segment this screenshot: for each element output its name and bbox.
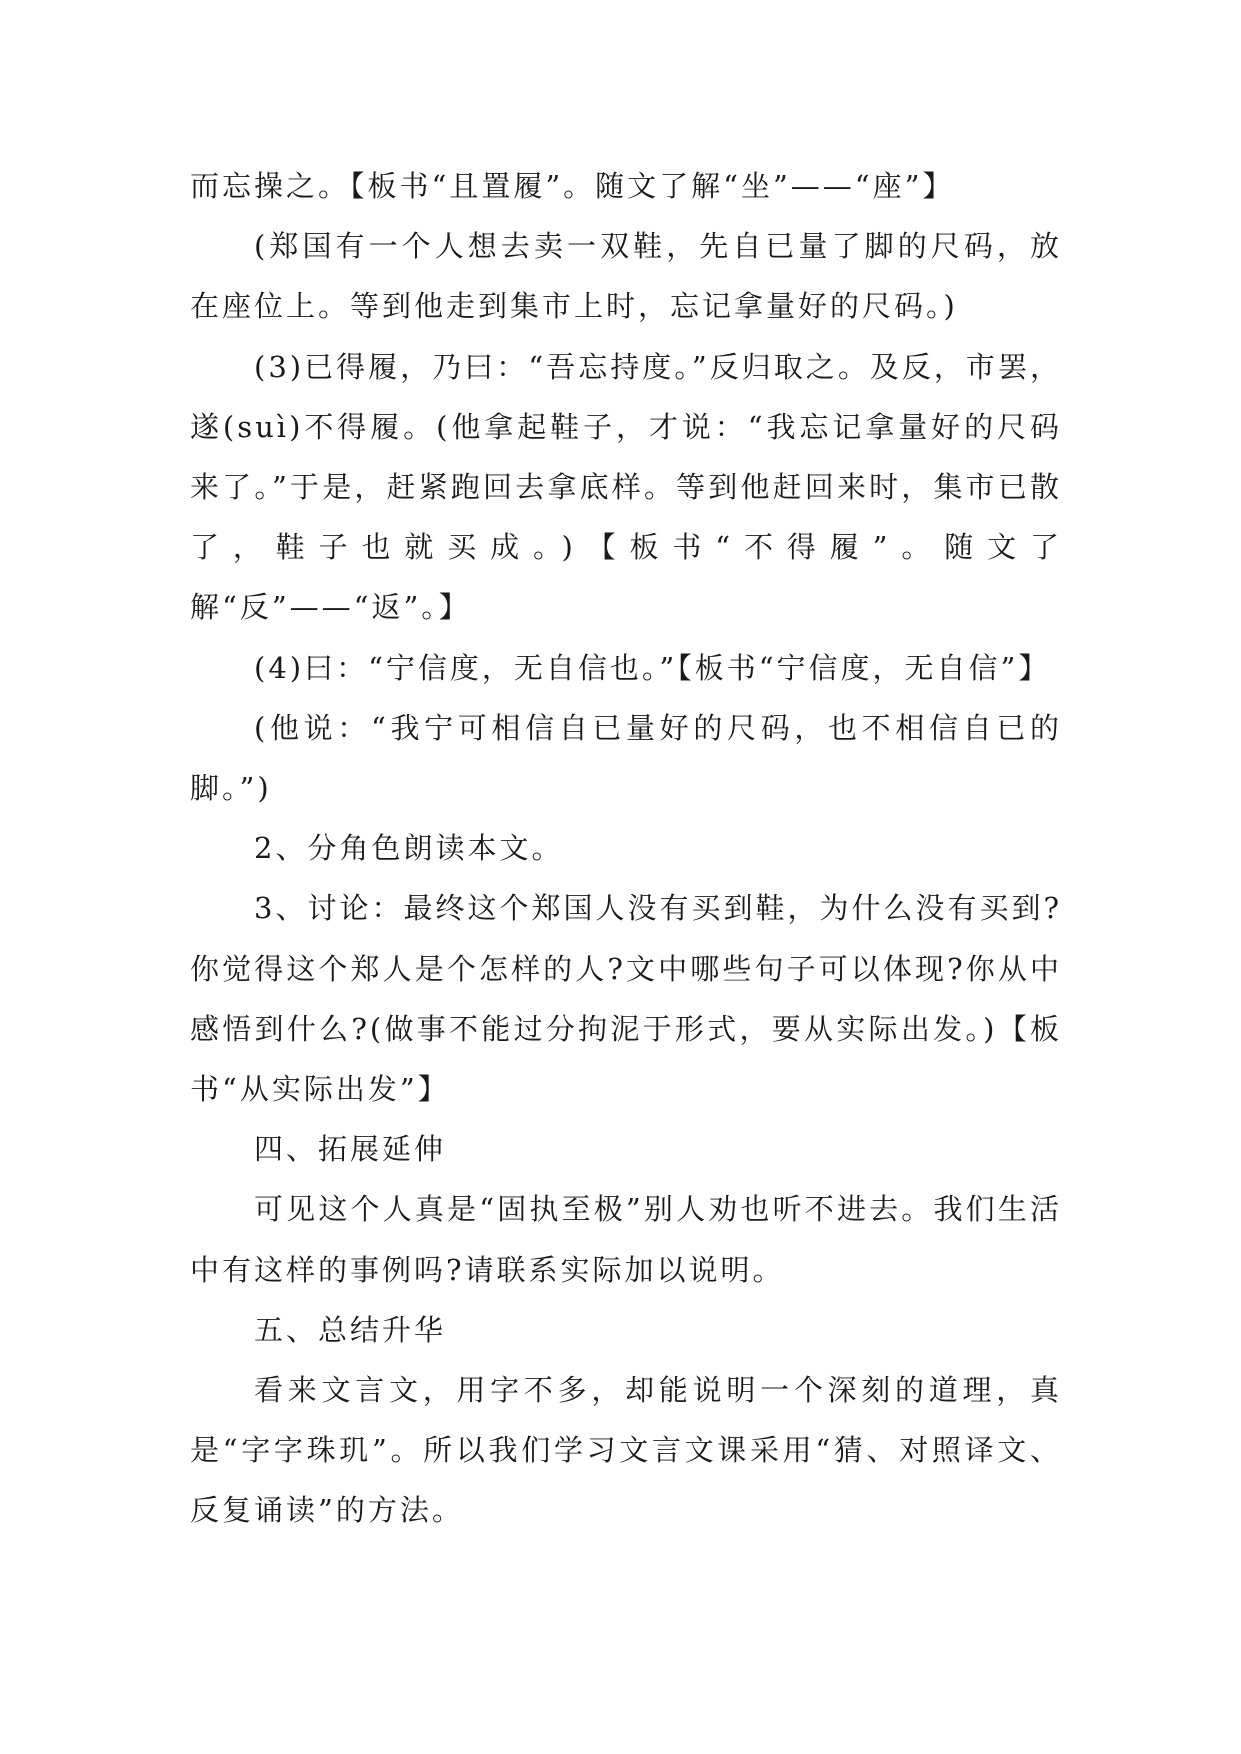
- document-body: [190, 156, 1062, 1541]
- paragraph-4: (4)曰：“宁信度，无自信也。”【板书“宁信度，无自信”】: [254, 650, 1051, 685]
- section-heading-extension: 四、拓展延伸: [254, 1132, 447, 1167]
- paragraph-9: 可见这个人真是“固执至极”别人劝也听不进去。我们生活中有这样的事例吗?请联系实际加以说明。: [190, 1192, 1062, 1287]
- section-heading-summary: 五、总结升华: [254, 1312, 447, 1347]
- paragraph-2: (郑国有一个人想去卖一双鞋，先自已量了脚的尺码，放在座位上。等到他走到集市上时，忘记拿量好的尺码。): [190, 229, 1062, 324]
- paragraph-6: 2、分角色朗读本文。: [254, 831, 564, 866]
- paragraph-7: 3、讨论：最终这个郑国人没有买到鞋，为什么没有买到?你觉得这个郑人是个怎样的人?文中哪些句子可以体现?你从中感悟到什么?(做事不能过分拘泥于形式，要从实际出发。)【板书“从实际出发”】: [190, 891, 1062, 1107]
- paragraph-5: (他说：“我宁可相信自已量好的尺码，也不相信自已的脚。”): [190, 710, 1062, 806]
- paragraph-11: 看来文言文，用字不多，却能说明一个深刻的道理，真是“字字珠玑”。所以我们学习文言文课采用“猜、对照译文、反复诵读”的方法。: [190, 1373, 1062, 1528]
- paragraph-1: 而忘操之。【板书“且置履”。随文了解“坐”——“座”】: [190, 169, 955, 203]
- paragraph-3: (3)已得履，乃曰：“吾忘持度。”反归取之。及反，市罢，遂(suì)不得履。(他拿起鞋子，才说：“我忘记拿量好的尺码来了。”于是，赶紧跑回去拿底样。等到他赶回来时，集市已散了，鞋子也就买成。)【板书“不得履”。随文了解“反”——“返”。】: [190, 349, 1062, 625]
